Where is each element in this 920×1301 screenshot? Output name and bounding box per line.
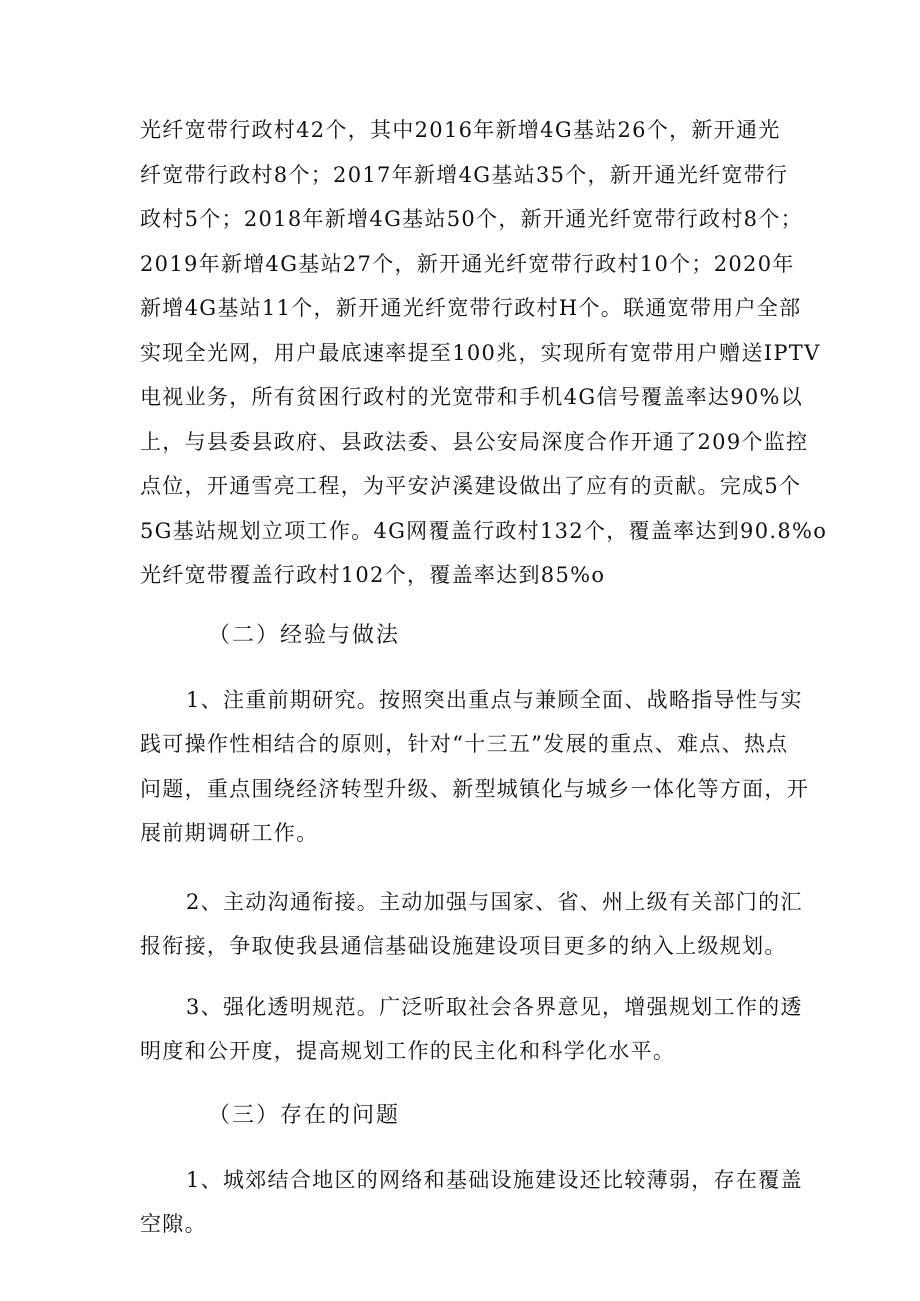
document-page	[140, 108, 828, 1247]
paragraph-coverage-stats	[140, 108, 828, 598]
text-line: 5G基站规划立项工作。4G网覆盖行政村132个，覆盖率达到90.8%o	[140, 518, 828, 543]
paragraph-problem-1	[140, 1158, 803, 1247]
text-line: 报衔接，争取使我县通信基础设施建设项目更多的纳入上级规划。	[140, 934, 787, 958]
paragraph-item-1	[140, 678, 809, 856]
text-line: 空隙。	[140, 1212, 207, 1236]
text-line: 光纤宽带行政村42个，其中2016年新增4G基站26个，新开通光	[140, 118, 781, 142]
text-line: 3、强化透明规范。广泛听取社会各界意见，增强规划工作的透	[186, 994, 803, 1019]
paragraph-item-2	[140, 880, 803, 969]
text-line: 践可操作性相结合的原则，针对“十三五”发展的重点、难点、热点	[140, 732, 789, 756]
text-line: 1、注重前期研究。按照突出重点与兼顾全面、战略指导性与实	[186, 687, 803, 712]
section-heading-problems: （三）存在的问题	[208, 1102, 401, 1128]
text-line: 新增4G基站11个，新开通光纤宽带行政村H个。联通宽带用户全部	[140, 296, 802, 320]
section-heading-experience: （二）经验与做法	[208, 622, 401, 648]
text-line: 点位，开通雪亮工程，为平安泸溪建设做出了应有的贡献。完成5个	[140, 474, 802, 498]
text-line: 纤宽带行政村8个；2017年新增4G基站35个，新开通光纤宽带行	[140, 162, 789, 187]
text-line: 2、主动沟通衔接。主动加强与国家、省、州上级有关部门的汇	[186, 889, 803, 914]
text-line: 明度和公开度，提高规划工作的民主化和科学化水平。	[140, 1039, 676, 1063]
text-line: 展前期调研工作。	[140, 821, 319, 845]
paragraph-item-3	[140, 985, 803, 1074]
text-line: 1、城郊结合地区的网络和基础设施建设还比较薄弱，存在覆盖	[186, 1167, 803, 1192]
text-line: 政村5个；2018年新增4G基站50个，新开通光纤宽带行政村8个；	[140, 207, 803, 231]
text-line: 2019年新增4G基站27个，新开通光纤宽带行政村10个；2020年	[140, 251, 795, 276]
text-line: 问题，重点围绕经济转型升级、新型城镇化与城乡一体化等方面，开	[140, 776, 809, 801]
text-line: 光纤宽带覆盖行政村102个，覆盖率达到85%o	[140, 563, 606, 587]
text-line: 电视业务，所有贫困行政村的光宽带和手机4G信号覆盖率达90%以	[140, 385, 804, 409]
text-line: 实现全光网，用户最底速率提至100兆，实现所有宽带用户赠送IPTV	[140, 340, 821, 365]
text-line: 上，与县委县政府、县政法委、县公安局深度合作开通了209个监控	[140, 429, 809, 454]
